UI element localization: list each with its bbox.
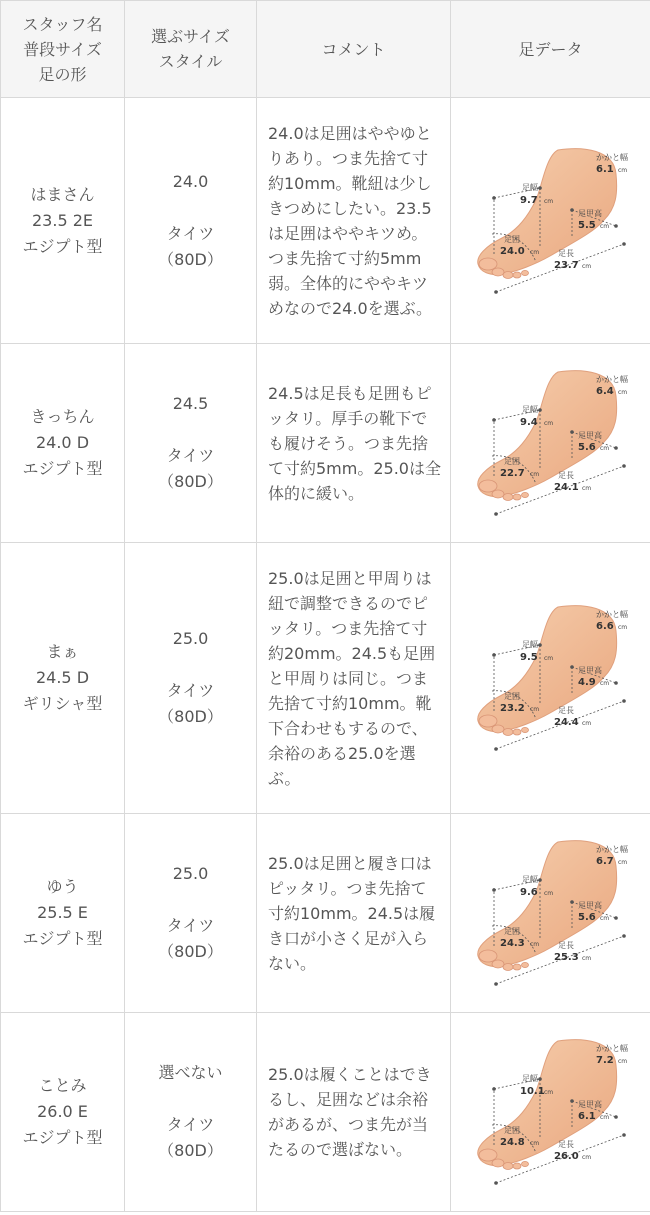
unit-instep: cm (599, 1114, 609, 1121)
value-instep: 5.5 (577, 219, 596, 231)
unit-girth: cm (529, 248, 539, 256)
header-foot-data (451, 1, 650, 98)
size-cell (125, 814, 257, 1013)
staff-cell (1, 98, 125, 344)
foot-shape: エジプト型 (22, 236, 103, 256)
comment-text: 25.0は足囲と履き口はピッタリ。つま先捨て寸約10mm。24.5は履き口が小さく足が入らない。 (268, 853, 436, 973)
usual-size: 26.0 E (37, 1102, 88, 1121)
style-name: タイツ (166, 916, 215, 935)
value-length: 26.0 (553, 1151, 579, 1162)
staff-name: はまさん (30, 184, 95, 204)
usual-size: 24.5 D (35, 668, 90, 687)
size-cell (125, 1013, 257, 1212)
style-name: タイツ (166, 681, 215, 700)
table-row (1, 814, 650, 1013)
unit-girth: cm (529, 706, 539, 713)
label-heel: かかと幅 (595, 375, 628, 384)
unit-width: cm (543, 655, 553, 662)
size-cell (125, 543, 257, 814)
usual-size: 25.5 E (37, 903, 88, 922)
style-denier: （80D） (158, 1141, 223, 1160)
unit-instep: cm (599, 680, 609, 687)
chosen-size: 25.0 (172, 629, 209, 648)
value-length: 23.7 (553, 259, 579, 271)
unit-length: cm (581, 1154, 591, 1161)
label-width: 足幅 (521, 182, 538, 192)
header-comment (257, 1, 451, 98)
foot-diagram (466, 838, 636, 988)
value-instep: 5.6 (577, 442, 596, 453)
unit-heel: cm (617, 166, 627, 174)
style-name: タイツ (166, 223, 215, 243)
unit-heel: cm (617, 389, 627, 396)
usual-size: 23.5 2E (32, 210, 93, 230)
label-instep: 足甲高 (577, 1100, 602, 1109)
style-denier: （80D） (158, 472, 223, 491)
comment-text: 25.0は足囲と甲周りは紐で調整できるのでピッタリ。つま先捨て寸約20mm。24.5も足囲と甲周りは同じ。つま先捨て寸約10mm。靴下合わせもするので、余裕のある25.0を選ぶ。 (268, 568, 436, 788)
foot-data-cell (451, 814, 650, 1013)
label-width: 足幅 (521, 875, 538, 884)
comment-text: 24.0は足囲はややゆとりあり。つま先捨て寸約10mm。靴紐は少しきつめにしたい。23.5は足囲はややキツめ。つま先捨て寸約5mm弱。全体的にややキツめなので24.0を選ぶ。 (268, 123, 432, 318)
value-heel: 6.4 (595, 386, 614, 397)
value-width: 9.7 (519, 194, 538, 206)
foot-data-cell (451, 344, 650, 543)
label-length: 足長 (557, 248, 574, 258)
table-row (1, 98, 650, 344)
label-girth: 足囲 (503, 927, 520, 936)
unit-width: cm (543, 890, 553, 897)
table-row (1, 1013, 650, 1212)
staff-cell (1, 543, 125, 814)
foot-shape: ギリシャ型 (22, 694, 103, 713)
foot-data-cell (451, 98, 650, 344)
value-width: 10.1 (519, 1086, 545, 1097)
value-girth: 22.7 (499, 468, 525, 479)
header-row (1, 1, 650, 98)
staff-name: まぁ (46, 642, 79, 661)
chosen-size: 24.0 (172, 171, 209, 191)
value-heel: 6.6 (595, 621, 614, 632)
label-width: 足幅 (521, 405, 538, 414)
unit-girth: cm (529, 471, 539, 478)
value-girth: 24.8 (499, 1137, 525, 1148)
staff-name: ことみ (38, 1076, 87, 1095)
chosen-size: 25.0 (172, 864, 209, 883)
label-length: 足長 (557, 471, 574, 480)
label-instep: 足甲高 (577, 901, 602, 910)
header-size (125, 1, 257, 98)
foot-diagram (466, 1037, 636, 1187)
value-girth: 24.0 (499, 245, 525, 257)
comment-text: 25.0は履くことはできるし、足囲などは余裕があるが、つま先が当たるので選ばない。 (268, 1065, 432, 1159)
value-length: 25.3 (553, 952, 579, 963)
label-girth: 足囲 (503, 234, 520, 244)
label-instep: 足甲高 (577, 431, 602, 440)
label-heel: かかと幅 (595, 1044, 628, 1053)
value-heel: 6.1 (595, 163, 614, 175)
size-cell (125, 344, 257, 543)
label-heel: かかと幅 (595, 845, 628, 854)
unit-width: cm (543, 1089, 553, 1096)
chosen-size: 選べない (158, 1063, 223, 1082)
style-denier: （80D） (158, 707, 223, 726)
label-girth: 足囲 (503, 692, 520, 701)
header-foot-shape: 足の形 (38, 64, 87, 84)
unit-length: cm (581, 955, 591, 962)
label-instep: 足甲高 (577, 208, 602, 218)
comment-cell (257, 1013, 451, 1212)
foot-shape: エジプト型 (22, 1128, 103, 1147)
comment-cell (257, 98, 451, 344)
chosen-size: 24.5 (172, 394, 209, 413)
label-length: 足長 (557, 1140, 574, 1149)
unit-length: cm (581, 262, 591, 270)
label-heel: かかと幅 (595, 152, 628, 162)
comment-cell (257, 344, 451, 543)
foot-diagram (466, 368, 636, 518)
header-staff-name: スタッフ名 (22, 14, 103, 34)
value-girth: 23.2 (499, 703, 525, 714)
unit-heel: cm (617, 859, 627, 866)
unit-width: cm (543, 197, 553, 205)
unit-heel: cm (617, 1058, 627, 1065)
unit-length: cm (581, 720, 591, 727)
style-name: タイツ (166, 1115, 215, 1134)
label-length: 足長 (557, 706, 574, 715)
label-width: 足幅 (521, 640, 538, 649)
header-foot-data-label: 足データ (518, 39, 583, 59)
unit-length: cm (581, 485, 591, 492)
foot-data-cell (451, 543, 650, 814)
value-width: 9.6 (519, 887, 538, 898)
value-length: 24.1 (553, 482, 579, 493)
unit-girth: cm (529, 1140, 539, 1147)
label-girth: 足囲 (503, 457, 520, 466)
comment-cell (257, 814, 451, 1013)
staff-cell (1, 814, 125, 1013)
header-usual-size: 普段サイズ (23, 39, 102, 59)
size-cell (125, 98, 257, 344)
label-girth: 足囲 (503, 1126, 520, 1135)
foot-diagram (466, 603, 636, 753)
value-length: 24.4 (553, 717, 579, 728)
value-instep: 4.9 (577, 677, 596, 688)
value-heel: 7.2 (595, 1055, 614, 1066)
label-instep: 足甲高 (577, 666, 602, 675)
label-heel: かかと幅 (595, 610, 628, 619)
staff-cell (1, 1013, 125, 1212)
foot-shape: エジプト型 (22, 929, 103, 948)
label-width: 足幅 (521, 1074, 538, 1083)
value-girth: 24.3 (499, 938, 525, 949)
value-width: 9.5 (519, 652, 538, 663)
foot-diagram (466, 146, 636, 296)
staff-cell (1, 344, 125, 543)
value-width: 9.4 (519, 417, 538, 428)
header-chosen-size: 選ぶサイズ (151, 27, 230, 46)
value-instep: 5.6 (577, 912, 596, 923)
table-row (1, 344, 650, 543)
header-comment-label: コメント (321, 39, 386, 59)
foot-data-cell (451, 1013, 650, 1212)
header-staff (1, 1, 125, 98)
unit-instep: cm (599, 445, 609, 452)
value-instep: 6.1 (577, 1111, 596, 1122)
unit-width: cm (543, 420, 553, 427)
value-heel: 6.7 (595, 856, 614, 867)
usual-size: 24.0 D (35, 433, 90, 452)
unit-heel: cm (617, 624, 627, 631)
table-row (1, 543, 650, 814)
unit-instep: cm (599, 222, 609, 230)
style-name: タイツ (166, 446, 215, 465)
header-style: スタイル (158, 52, 223, 71)
foot-shape: エジプト型 (22, 459, 103, 478)
label-length: 足長 (557, 941, 574, 950)
style-denier: （80D） (158, 249, 223, 269)
unit-instep: cm (599, 915, 609, 922)
staff-name: きっちん (30, 407, 95, 426)
style-denier: （80D） (158, 942, 223, 961)
unit-girth: cm (529, 941, 539, 948)
staff-name: ゆう (46, 877, 79, 896)
comment-cell (257, 543, 451, 814)
comment-text: 24.5は足長も足囲もピッタリ。厚手の靴下でも履けそう。つま先捨て寸約5mm。25.0は全体的に緩い。 (268, 383, 441, 503)
